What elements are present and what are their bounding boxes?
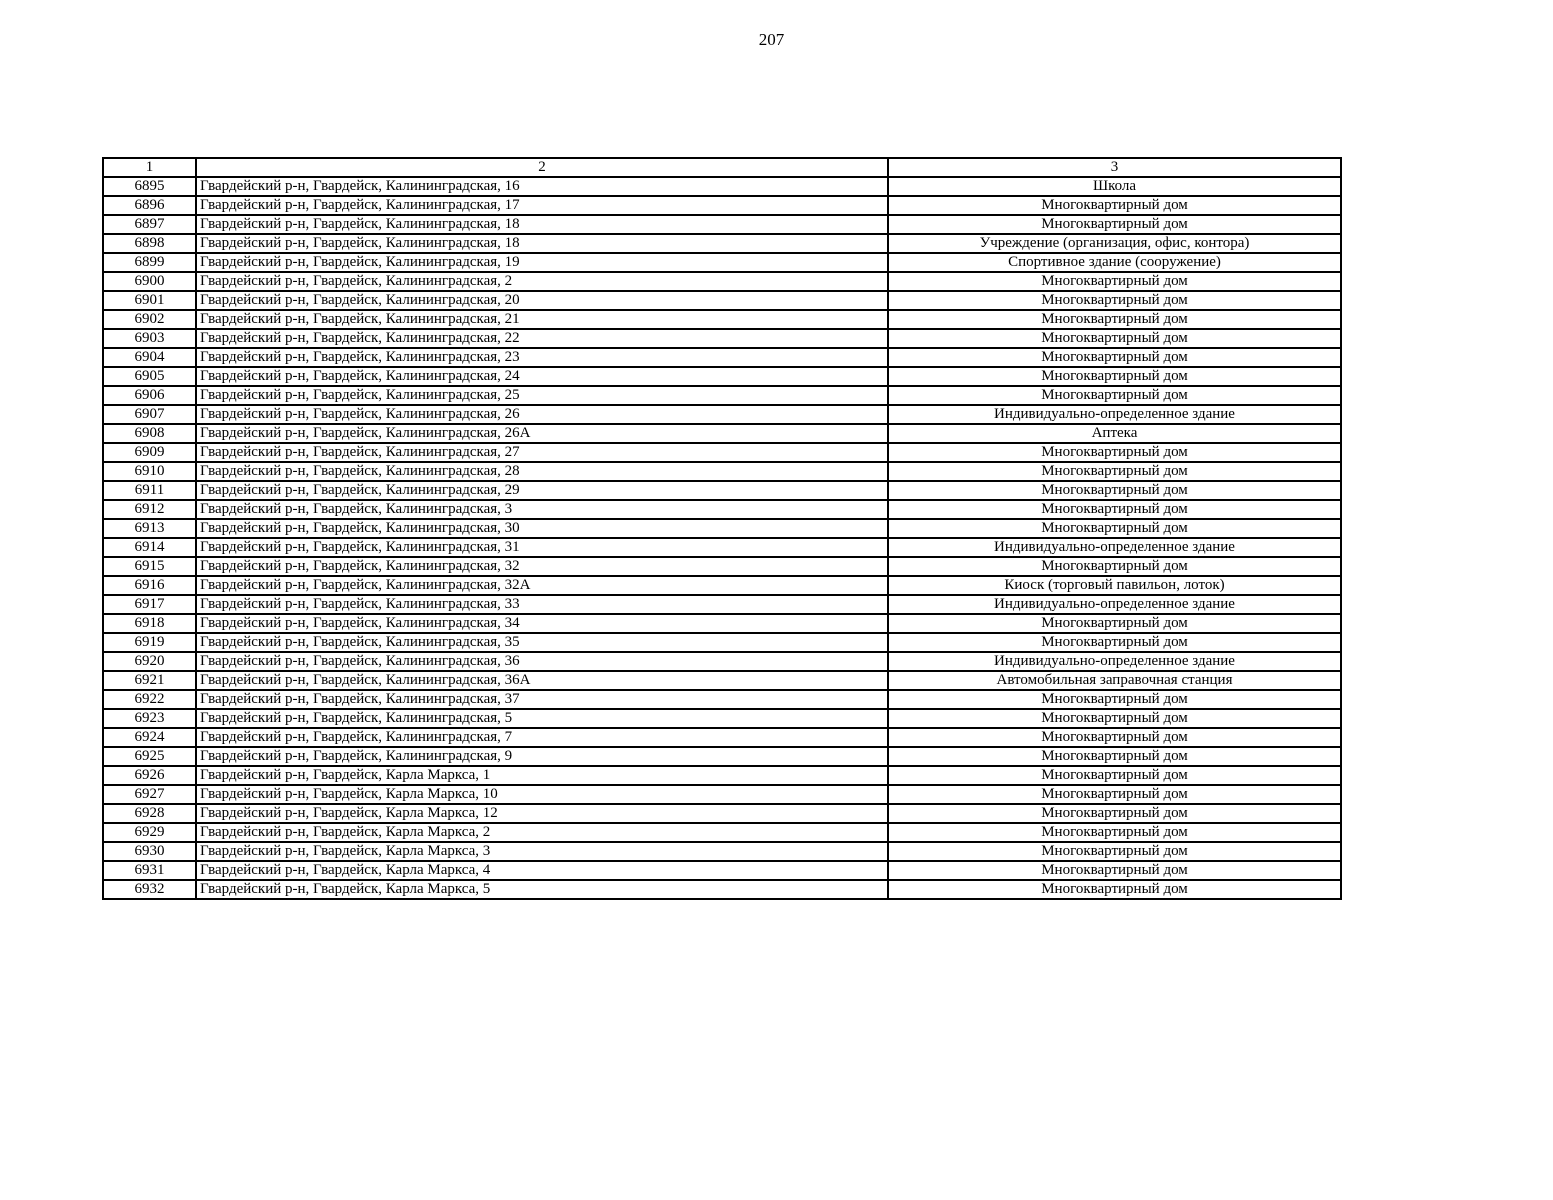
row-number-cell: 6902 (103, 310, 196, 329)
table-row (103, 538, 1341, 557)
address-cell: Гвардейский р-н, Гвардейск, Калининградская, 26 (196, 405, 888, 424)
address-cell: Гвардейский р-н, Гвардейск, Калининградская, 36А (196, 671, 888, 690)
building-type-cell: Многоквартирный дом (888, 880, 1341, 899)
building-type-cell: Киоск (торговый павильон, лоток) (888, 576, 1341, 595)
table-row (103, 557, 1341, 576)
address-cell: Гвардейский р-н, Гвардейск, Карла Маркса, 4 (196, 861, 888, 880)
row-number-cell: 6903 (103, 329, 196, 348)
row-number-cell: 6896 (103, 196, 196, 215)
row-number-cell: 6905 (103, 367, 196, 386)
address-cell: Гвардейский р-н, Гвардейск, Калининградская, 21 (196, 310, 888, 329)
table-row (103, 709, 1341, 728)
row-number-cell: 6900 (103, 272, 196, 291)
address-cell: Гвардейский р-н, Гвардейск, Калининградская, 3 (196, 500, 888, 519)
row-number-cell: 6931 (103, 861, 196, 880)
address-cell: Гвардейский р-н, Гвардейск, Карла Маркса, 12 (196, 804, 888, 823)
address-cell: Гвардейский р-н, Гвардейск, Карла Маркса, 1 (196, 766, 888, 785)
building-type-cell: Многоквартирный дом (888, 633, 1341, 652)
table-row (103, 481, 1341, 500)
row-number-cell: 6918 (103, 614, 196, 633)
table-row (103, 747, 1341, 766)
building-type-cell: Индивидуально-определенное здание (888, 538, 1341, 557)
building-type-cell: Многоквартирный дом (888, 348, 1341, 367)
table-row (103, 291, 1341, 310)
row-number-cell: 6910 (103, 462, 196, 481)
table-row (103, 234, 1341, 253)
row-number-cell: 6917 (103, 595, 196, 614)
address-cell: Гвардейский р-н, Гвардейск, Карла Маркса, 5 (196, 880, 888, 899)
table-row (103, 595, 1341, 614)
building-type-cell: Многоквартирный дом (888, 842, 1341, 861)
address-cell: Гвардейский р-н, Гвардейск, Калининградская, 27 (196, 443, 888, 462)
table-row (103, 348, 1341, 367)
table-row (103, 443, 1341, 462)
registry-table (102, 157, 1342, 900)
address-cell: Гвардейский р-н, Гвардейск, Калининградская, 34 (196, 614, 888, 633)
address-cell: Гвардейский р-н, Гвардейск, Карла Маркса, 10 (196, 785, 888, 804)
building-type-cell: Многоквартирный дом (888, 823, 1341, 842)
building-type-cell: Многоквартирный дом (888, 804, 1341, 823)
address-cell: Гвардейский р-н, Гвардейск, Карла Маркса, 2 (196, 823, 888, 842)
row-number-cell: 6906 (103, 386, 196, 405)
address-cell: Гвардейский р-н, Гвардейск, Калининградская, 28 (196, 462, 888, 481)
address-cell: Гвардейский р-н, Гвардейск, Калининградская, 18 (196, 215, 888, 234)
header-row (103, 158, 1341, 177)
address-cell: Гвардейский р-н, Гвардейск, Калининградская, 25 (196, 386, 888, 405)
row-number-cell: 6916 (103, 576, 196, 595)
row-number-cell: 6907 (103, 405, 196, 424)
building-type-cell: Многоквартирный дом (888, 443, 1341, 462)
table-row (103, 728, 1341, 747)
address-cell: Гвардейский р-н, Гвардейск, Калининградская, 5 (196, 709, 888, 728)
address-cell: Гвардейский р-н, Гвардейск, Калининградская, 26А (196, 424, 888, 443)
address-cell: Гвардейский р-н, Гвардейск, Калининградская, 31 (196, 538, 888, 557)
table-header (103, 158, 1341, 177)
address-cell: Гвардейский р-н, Гвардейск, Калининградская, 37 (196, 690, 888, 709)
row-number-cell: 6912 (103, 500, 196, 519)
table-row (103, 386, 1341, 405)
building-type-cell: Многоквартирный дом (888, 519, 1341, 538)
table-row (103, 652, 1341, 671)
address-cell: Гвардейский р-н, Гвардейск, Калининградская, 30 (196, 519, 888, 538)
address-cell: Гвардейский р-н, Гвардейск, Калининградская, 7 (196, 728, 888, 747)
header-col-2: 2 (196, 158, 888, 177)
row-number-cell: 6901 (103, 291, 196, 310)
row-number-cell: 6908 (103, 424, 196, 443)
table-row (103, 367, 1341, 386)
address-cell: Гвардейский р-н, Гвардейск, Калининградская, 17 (196, 196, 888, 215)
building-type-cell: Многоквартирный дом (888, 272, 1341, 291)
building-type-cell: Аптека (888, 424, 1341, 443)
table-row (103, 462, 1341, 481)
table-body (103, 177, 1341, 899)
table-row (103, 690, 1341, 709)
building-type-cell: Многоквартирный дом (888, 500, 1341, 519)
row-number-cell: 6895 (103, 177, 196, 196)
row-number-cell: 6930 (103, 842, 196, 861)
address-cell: Гвардейский р-н, Гвардейск, Калининградская, 23 (196, 348, 888, 367)
building-type-cell: Многоквартирный дом (888, 291, 1341, 310)
row-number-cell: 6923 (103, 709, 196, 728)
building-type-cell: Многоквартирный дом (888, 462, 1341, 481)
address-cell: Гвардейский р-н, Гвардейск, Калининградская, 24 (196, 367, 888, 386)
table-row (103, 576, 1341, 595)
address-cell: Гвардейский р-н, Гвардейск, Калининградская, 33 (196, 595, 888, 614)
table-row (103, 329, 1341, 348)
table-row (103, 272, 1341, 291)
row-number-cell: 6932 (103, 880, 196, 899)
building-type-cell: Многоквартирный дом (888, 747, 1341, 766)
address-cell: Гвардейский р-н, Гвардейск, Калининградская, 19 (196, 253, 888, 272)
row-number-cell: 6913 (103, 519, 196, 538)
building-type-cell: Учреждение (организация, офис, контора) (888, 234, 1341, 253)
building-type-cell: Многоквартирный дом (888, 709, 1341, 728)
table-row (103, 842, 1341, 861)
table-row (103, 310, 1341, 329)
table-row (103, 253, 1341, 272)
row-number-cell: 6911 (103, 481, 196, 500)
table-row (103, 804, 1341, 823)
row-number-cell: 6897 (103, 215, 196, 234)
row-number-cell: 6928 (103, 804, 196, 823)
address-cell: Гвардейский р-н, Гвардейск, Карла Маркса, 3 (196, 842, 888, 861)
table-row (103, 424, 1341, 443)
building-type-cell: Многоквартирный дом (888, 614, 1341, 633)
building-type-cell: Многоквартирный дом (888, 690, 1341, 709)
row-number-cell: 6909 (103, 443, 196, 462)
table-row (103, 500, 1341, 519)
address-cell: Гвардейский р-н, Гвардейск, Калининградская, 22 (196, 329, 888, 348)
building-type-cell: Спортивное здание (сооружение) (888, 253, 1341, 272)
building-type-cell: Многоквартирный дом (888, 386, 1341, 405)
table-row (103, 671, 1341, 690)
building-type-cell: Многоквартирный дом (888, 310, 1341, 329)
table-row (103, 861, 1341, 880)
row-number-cell: 6922 (103, 690, 196, 709)
address-cell: Гвардейский р-н, Гвардейск, Калининградская, 16 (196, 177, 888, 196)
address-cell: Гвардейский р-н, Гвардейск, Калининградская, 2 (196, 272, 888, 291)
building-type-cell: Многоквартирный дом (888, 329, 1341, 348)
header-col-1: 1 (103, 158, 196, 177)
row-number-cell: 6915 (103, 557, 196, 576)
header-col-3: 3 (888, 158, 1341, 177)
building-type-cell: Многоквартирный дом (888, 215, 1341, 234)
building-type-cell: Школа (888, 177, 1341, 196)
building-type-cell: Многоквартирный дом (888, 785, 1341, 804)
page-number: 207 (758, 30, 785, 49)
building-type-cell: Многоквартирный дом (888, 766, 1341, 785)
address-cell: Гвардейский р-н, Гвардейск, Калининградская, 35 (196, 633, 888, 652)
address-cell: Гвардейский р-н, Гвардейск, Калининградская, 20 (196, 291, 888, 310)
table-row (103, 614, 1341, 633)
address-cell: Гвардейский р-н, Гвардейск, Калининградская, 32 (196, 557, 888, 576)
address-cell: Гвардейский р-н, Гвардейск, Калининградская, 9 (196, 747, 888, 766)
table-row (103, 633, 1341, 652)
building-type-cell: Многоквартирный дом (888, 557, 1341, 576)
building-type-cell: Индивидуально-определенное здание (888, 652, 1341, 671)
row-number-cell: 6924 (103, 728, 196, 747)
building-type-cell: Автомобильная заправочная станция (888, 671, 1341, 690)
row-number-cell: 6898 (103, 234, 196, 253)
table-row (103, 177, 1341, 196)
building-type-cell: Многоквартирный дом (888, 196, 1341, 215)
building-type-cell: Многоквартирный дом (888, 728, 1341, 747)
row-number-cell: 6904 (103, 348, 196, 367)
table-row (103, 766, 1341, 785)
row-number-cell: 6921 (103, 671, 196, 690)
table-row (103, 880, 1341, 899)
row-number-cell: 6920 (103, 652, 196, 671)
address-cell: Гвардейский р-н, Гвардейск, Калининградская, 32А (196, 576, 888, 595)
row-number-cell: 6914 (103, 538, 196, 557)
table-row (103, 405, 1341, 424)
table-row (103, 519, 1341, 538)
address-cell: Гвардейский р-н, Гвардейск, Калининградская, 36 (196, 652, 888, 671)
table-row (103, 785, 1341, 804)
row-number-cell: 6927 (103, 785, 196, 804)
building-type-cell: Многоквартирный дом (888, 861, 1341, 880)
row-number-cell: 6925 (103, 747, 196, 766)
building-type-cell: Индивидуально-определенное здание (888, 405, 1341, 424)
building-type-cell: Индивидуально-определенное здание (888, 595, 1341, 614)
row-number-cell: 6919 (103, 633, 196, 652)
table-row (103, 215, 1341, 234)
table-row (103, 823, 1341, 842)
building-type-cell: Многоквартирный дом (888, 481, 1341, 500)
row-number-cell: 6899 (103, 253, 196, 272)
address-cell: Гвардейский р-н, Гвардейск, Калининградская, 29 (196, 481, 888, 500)
row-number-cell: 6926 (103, 766, 196, 785)
table-row (103, 196, 1341, 215)
building-type-cell: Многоквартирный дом (888, 367, 1341, 386)
row-number-cell: 6929 (103, 823, 196, 842)
address-cell: Гвардейский р-н, Гвардейск, Калининградская, 18 (196, 234, 888, 253)
